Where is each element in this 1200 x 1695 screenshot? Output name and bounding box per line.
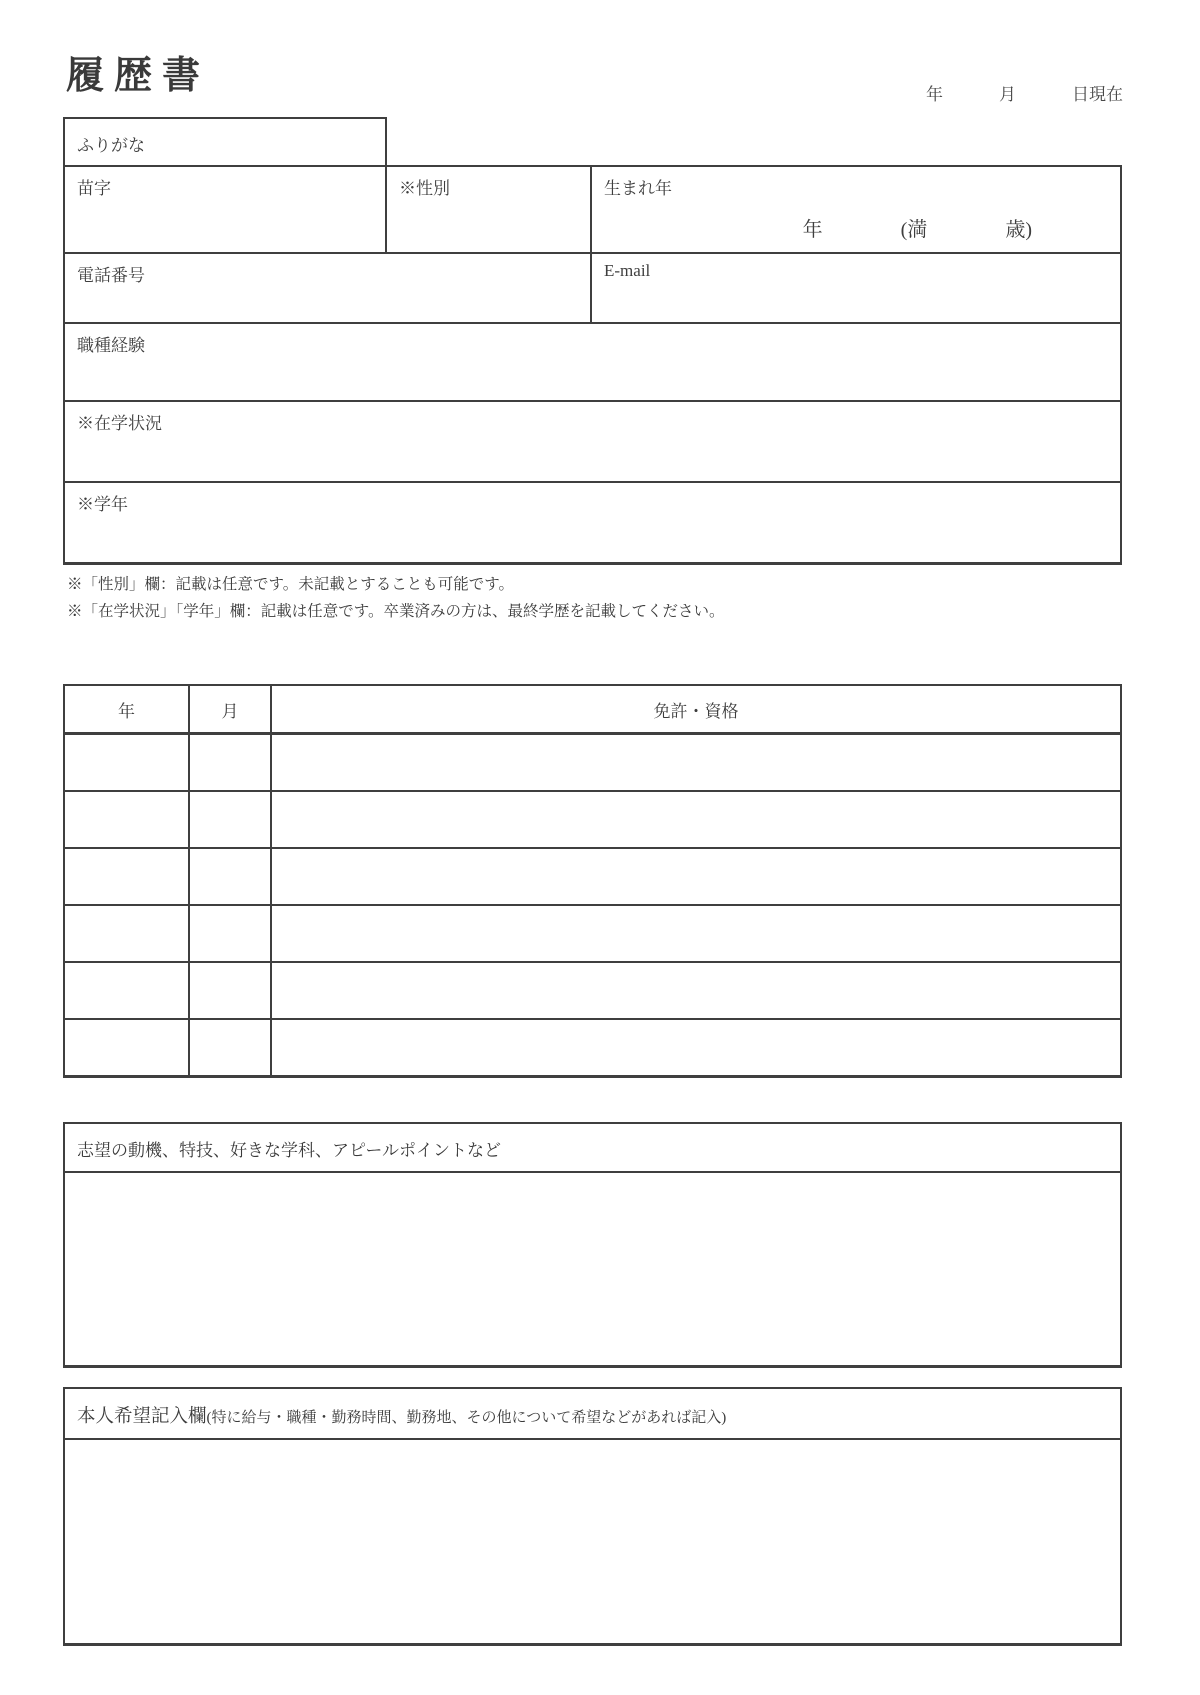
- date-day-current-label: 日現在: [1072, 85, 1123, 104]
- license-row: [64, 848, 1121, 905]
- license-row: [64, 905, 1121, 962]
- licenses-header-row: [64, 685, 1121, 734]
- licenses-header-month: 月: [189, 685, 271, 734]
- wishes-label-detail: (特に給与・職種・勤務時間、勤務地、その他について希望などがあれば記入): [206, 1410, 727, 1426]
- gender-label: ※性別: [399, 179, 450, 198]
- license-month-cell[interactable]: [189, 1019, 271, 1077]
- surname-label: 苗字: [77, 179, 111, 198]
- birth-age-suffix: 歳): [1005, 219, 1032, 241]
- date-line: [926, 80, 1123, 105]
- page-title: 履歴書: [66, 55, 211, 97]
- license-row: [64, 1019, 1121, 1077]
- license-year-cell[interactable]: [64, 905, 189, 962]
- license-name-cell[interactable]: [271, 848, 1121, 905]
- license-year-cell[interactable]: [64, 734, 189, 792]
- footnotes: [67, 571, 1067, 625]
- license-month-cell[interactable]: [189, 905, 271, 962]
- license-name-cell[interactable]: [271, 734, 1121, 792]
- email-label: E-mail: [604, 261, 651, 280]
- license-month-cell[interactable]: [189, 962, 271, 1019]
- footnote-enrollment: ※「在学状況」「学年」欄：記載は任意です。卒業済みの方は、最終学歴を記載してください。: [67, 603, 725, 620]
- enrollment-status-label: ※在学状況: [77, 414, 162, 433]
- license-name-cell[interactable]: [271, 905, 1121, 962]
- school-grade-field[interactable]: [63, 481, 1122, 565]
- job-experience-field[interactable]: [63, 322, 1122, 402]
- date-year-label: 年: [926, 85, 943, 104]
- motivation-header: [65, 1124, 1120, 1173]
- birth-year-label: 生まれ年: [604, 179, 672, 198]
- phone-label: 電話番号: [77, 266, 145, 285]
- licenses-table-head: [64, 685, 1121, 734]
- wishes-input-area[interactable]: [65, 1440, 1120, 1645]
- licenses-table: [63, 684, 1122, 1078]
- license-year-cell[interactable]: [64, 848, 189, 905]
- footnote-gender: ※「性別」欄：記載は任意です。未記載とすることも可能です。: [67, 576, 515, 593]
- license-name-cell[interactable]: [271, 962, 1121, 1019]
- birth-year-suffix: 年: [802, 219, 823, 241]
- license-name-cell[interactable]: [271, 791, 1121, 848]
- birth-age-prefix: (満: [900, 219, 928, 241]
- personal-info-form: [63, 117, 1122, 565]
- birth-year-value-line: [592, 199, 1120, 242]
- enrollment-status-field[interactable]: [63, 400, 1122, 483]
- motivation-section: [63, 1122, 1122, 1368]
- license-month-cell[interactable]: [189, 791, 271, 848]
- wishes-label: 本人希望記入欄: [77, 1407, 207, 1427]
- motivation-input-area[interactable]: [65, 1173, 1120, 1365]
- license-year-cell[interactable]: [64, 1019, 189, 1077]
- job-experience-label: 職種経験: [77, 336, 145, 355]
- license-month-cell[interactable]: [189, 734, 271, 792]
- licenses-header-qualification: 免許・資格: [271, 685, 1121, 734]
- license-name-cell[interactable]: [271, 1019, 1121, 1077]
- license-month-cell[interactable]: [189, 848, 271, 905]
- license-row: [64, 962, 1121, 1019]
- licenses-table-body: [64, 734, 1121, 1077]
- date-month-label: 月: [999, 85, 1016, 104]
- school-grade-label: ※学年: [77, 495, 128, 514]
- gender-field[interactable]: [385, 165, 592, 254]
- motivation-label: 志望の動機、特技、好きな学科、アピールポイントなど: [77, 1141, 501, 1160]
- license-year-cell[interactable]: [64, 962, 189, 1019]
- license-year-cell[interactable]: [64, 791, 189, 848]
- licenses-header-year: 年: [64, 685, 189, 734]
- phone-field[interactable]: [63, 252, 592, 324]
- wishes-section: [63, 1387, 1122, 1646]
- email-field[interactable]: [590, 252, 1122, 324]
- furigana-field[interactable]: [63, 117, 387, 167]
- license-row: [64, 791, 1121, 848]
- wishes-header: [65, 1389, 1120, 1440]
- surname-field[interactable]: [63, 165, 387, 254]
- furigana-label: ふりがな: [77, 136, 145, 155]
- birth-year-field[interactable]: [590, 165, 1122, 254]
- license-row: [64, 734, 1121, 792]
